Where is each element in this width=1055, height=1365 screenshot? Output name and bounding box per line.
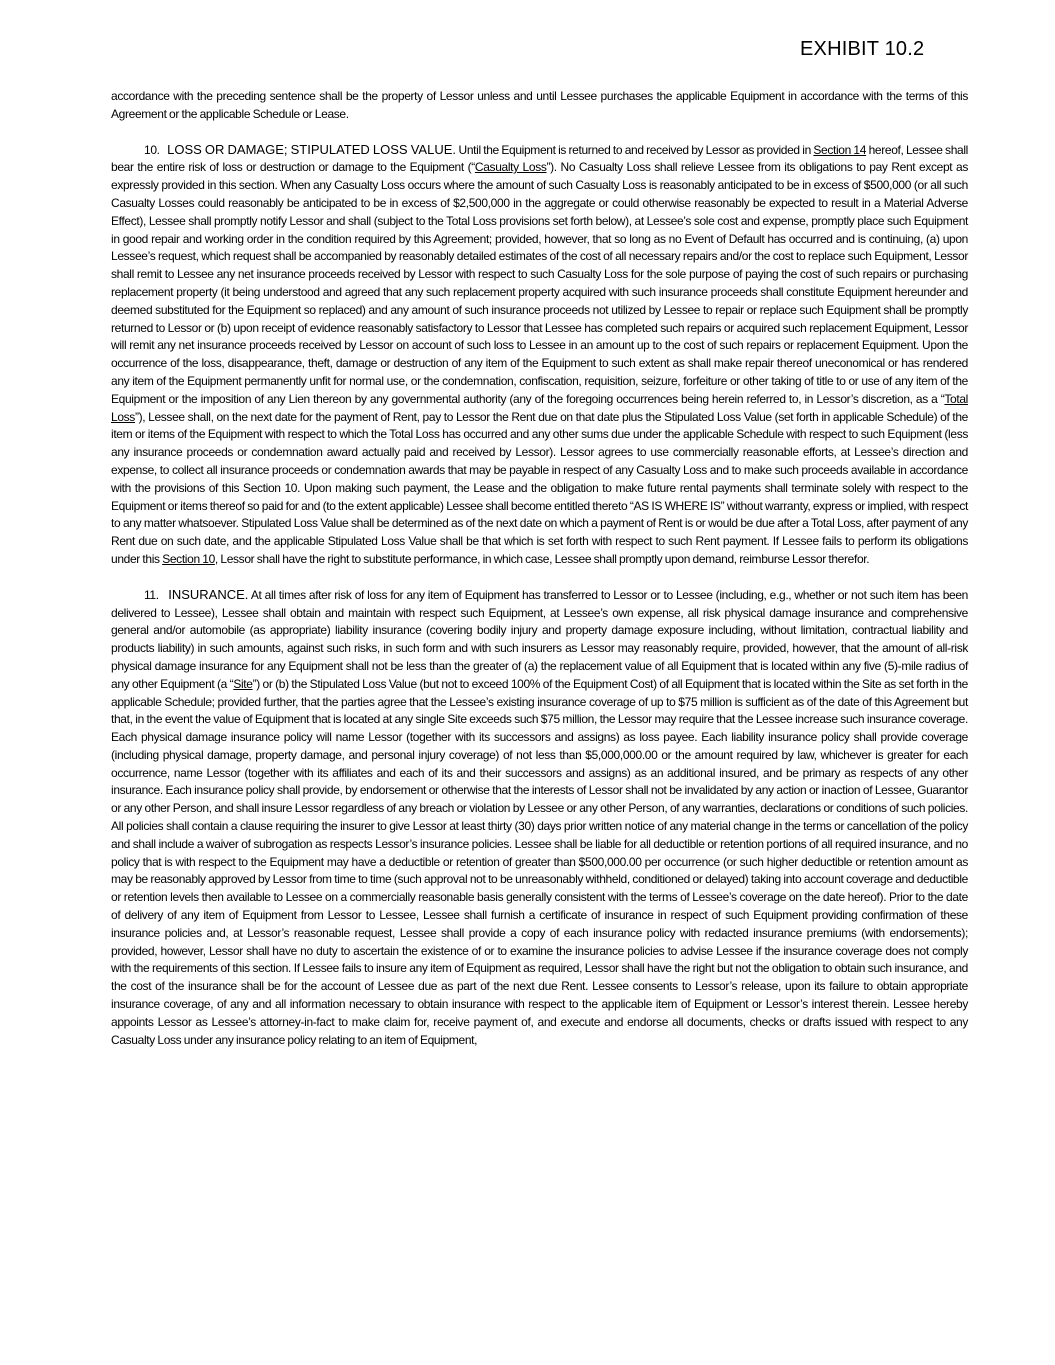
section-10-number: 10. — [144, 142, 160, 157]
document-body — [111, 88, 968, 1066]
section-10-text-5: , Lessor shall have the right to substitute performance, in which case, Lessee shall promptly upon demand, reimburse Lessor therefor. — [214, 551, 870, 566]
section-14-reference: Section 14 — [813, 142, 867, 157]
section-11-text-2: ”) or (b) the Stipulated Loss Value (but not to exceed 100% of the Equipment Cost) of all Equipment that is located within the Site as set forth in the applicable Schedule; provided further, that the parties agree that the Lessee’s existing insurance coverage of up to $75 million is sufficient as of the date of this Agreement but that, in the event the value of Equipment that is located at any single Site exceeds such $75 million, the Lessor may require that the Lessee increase such insurance coverage. Each physical damage insurance policy will name Lessor (together with its successors and assigns) as loss payee. Each liability insurance policy shall provide coverage (including physical damage, property damage, and personal injury coverage) of not less than $5,000,000.00 or the amount required by law, whichever is greater for each occurrence, name Lessor (together with its affiliates and each of its and their successors and assigns) as an additional insured, and be primary as respects of any other insurance. Each insurance policy shall provide, by endorsement or otherwise that the interests of Lessor shall not be invalidated by any action or inaction of Lessee, Guarantor or any other Person, and shall insure Lessor regardless of any breach or violation by Lessee or any other Person, of any warranties, declarations or conditions of such policies. All policies shall contain a clause requiring the insurer to give Lessor at least thirty (30) days prior written notice of any material change in the terms or cancellation of the policy and shall include a waiver of subrogation as respects Lessor’s insurance policies. Lessee shall be liable for all deductible or retention portions of all required insurance, and no policy that is with respect to the Equipment may have a deductible or retention of greater than $500,000.00 per occurrence (or such higher deductible or retention amount as may be reasonably approved by Lessor from time to time (such approval not to be unreasonably withheld, conditioned or delayed) taking into account coverage and deductible or retention levels then available to Lessee on a commercially reasonable basis generally consistent with the terms of Lessee’s coverage on the date hereof). Prior to the date of delivery of any item of Equipment from Lessor to Lessee, Lessee shall furnish a certificate of insurance in respect of such Equipment providing confirmation of these insurance policies and, at Lessor’s reasonable request, Lessee shall provide a copy of each insurance policy with redacted insurance premiums (with endorsements); provided, however, Lessor shall have no duty to ascertain the existence of or to examine the insurance policies to advise Lessee if the insurance coverage does not comply with the requirements of this section. If Lessee fails to insure any item of Equipment as required, Lessor shall have the right but not the obligation to obtain such insurance, and the cost of the insurance shall be for the account of Lessee due as part of the next due Rent. Lessee consents to Lessor’s release, upon its failure to obtain appropriate insurance coverage, of any and all information necessary to obtain insurance with respect to the applicable item of Equipment or Lessor’s interest therein. Lessee hereby appoints Lessor as Lessee’s attorney-in-fact to make claim for, receive payment of, and execute and endorse all documents, checks or drafts issued with respect to any Casualty Loss under any insurance policy relating to an item of Equipment, — [111, 676, 969, 1047]
carryover-paragraph: accordance with the preceding sentence shall be the property of Lessor unless and until Lessee purchases the applicable Equipment in accordance with the terms of this Agreement or the applicable Schedule or Lease. — [111, 89, 968, 121]
section-10-text-1: Until the Equipment is returned to and received by Lessor as provided in — [456, 142, 814, 157]
total-loss-term: Total Loss — [111, 391, 968, 424]
exhibit-label: EXHIBIT 10.2 — [800, 38, 925, 60]
section-10-reference: Section 10 — [162, 551, 215, 566]
section-11-number: 11. — [144, 587, 159, 602]
section-10-text-3: ”). No Casualty Loss shall relieve Lessee from its obligations to pay Rent except as expressly provided in this section. When any Casualty Loss occurs where the amount of such Casualty Loss is reasonably anticipated to be in excess of $500,000 (or all such Casualty Losses could reasonably be anticipated to be in excess of $2,500,000 in the aggregate or could otherwise reasonably be expected to result in a Material Adverse Effect), Lessee shall promptly notify Lessor and shall (subject to the Total Loss provisions set forth below), at Lessee’s sole cost and expense, promptly place such Equipment in good repair and working order in the condition required by this Agreement; provided, however, that so long as no Event of Default has occurred and is continuing, (a) upon Lessee’s request, which request shall be accompanied by reasonably detailed estimates of the cost of all necessary repairs and/or the cost to replace such Equipment, Lessor shall remit to Lessee any net insurance proceeds received by Lessor with respect to such Casualty Loss for the sole purpose of paying the cost of such repairs or purchasing replacement property (it being understood and agreed that any such replacement property acquired with such insurance proceeds shall constitute Equipment hereunder and deemed substituted for the Equipment so replaced) and any amount of such insurance proceeds not utilized by Lessee to repair or replace such Equipment shall be promptly returned to Lessor or (b) upon receipt of evidence reasonably satisfactory to Lessor that Lessee has completed such repairs or acquired such replacement Equipment, Lessor will remit any net insurance proceeds received by Lessor on account of such loss to Lessee in an amount up to the cost of such repairs or replacement Equipment. Upon the occurrence of the loss, disappearance, theft, damage or destruction of any item of the Equipment to such extent as shall make repair thereof uneconomical or has rendered any item of the Equipment permanently unfit for normal use, or the condemnation, confiscation, requisition, seizure, forfeiture or other taking of title to or use of any item of the Equipment or the imposition of any Lien thereon by any governmental authority (any of the foregoing occurrences being herein referred to, in Lessor’s discretion, as a “ — [111, 160, 968, 406]
section-11-heading: INSURANCE. — [168, 586, 249, 602]
section-11-paragraph — [111, 586, 968, 1050]
section-10-text-4: ”), Lessee shall, on the next date for the payment of Rent, pay to Lessor the Rent due on that date plus the Stipulated Loss Value (set forth in applicable Schedule) of the item or items of the Equipment with respect to which the Total Loss has occurred and any other sums due under the applicable Schedule with respect to such Equipment (less any insurance proceeds or condemnation award actually paid and received by Lessor). Lessor agrees to use commercially reasonable efforts, at Lessee’s direction and expense, to collect all insurance proceeds or condemnation awards that may be payable in respect of any Casualty Loss and to make such proceeds available in accordance with the provisions of this Section 10. Upon making such payment, the Lease and the obligation to make future rental payments shall terminate solely with respect to the Equipment or items thereof so paid for and (to the extent applicable) Lessee shall become entitled thereto “AS IS WHERE IS” without warranty, express or implied, with respect to any matter whatsoever. Stipulated Loss Value shall be determined as of the next date on which a payment of Rent is or would be due after a Total Loss, after payment of any Rent due on such date, and the applicable Stipulated Loss Value shall be that which is set forth with respect to such Rent payment. If Lessee fails to perform its obligations under this — [111, 409, 968, 566]
section-10-paragraph — [111, 141, 968, 569]
section-11-text-1: At all times after risk of loss for any item of Equipment has transferred to Lessor or to Lessee (including, e.g., whether or not such item has been delivered to Lessee), Lessee shall obtain and maintain with respect such Equipment, at Lessee’s own expense, all risk physical damage insurance and comprehensive general and/or automobile (as appropriate) liability insurance (covering bodily injury and property damage exposure including, without limitation, contractual liability and products liability) in such amounts, against such risks, in such form and with such insurers as Lessor may reasonably require, provided, however, that the amount of all-risk physical damage insurance for any Equipment shall not be less than the greater of (a) the replacement value of all Equipment that is located within any five (5)-mile radius of any other Equipment (a “ — [111, 587, 969, 691]
site-term: Site — [233, 676, 253, 691]
section-10-heading: LOSS OR DAMAGE; STIPULATED LOSS VALUE. — [167, 141, 457, 157]
casualty-loss-term: Casualty Loss — [474, 160, 547, 175]
section-10-text-2: hereof, Lessee shall bear the entire risk of loss or destruction or damage to the Equipment (“ — [111, 142, 968, 175]
